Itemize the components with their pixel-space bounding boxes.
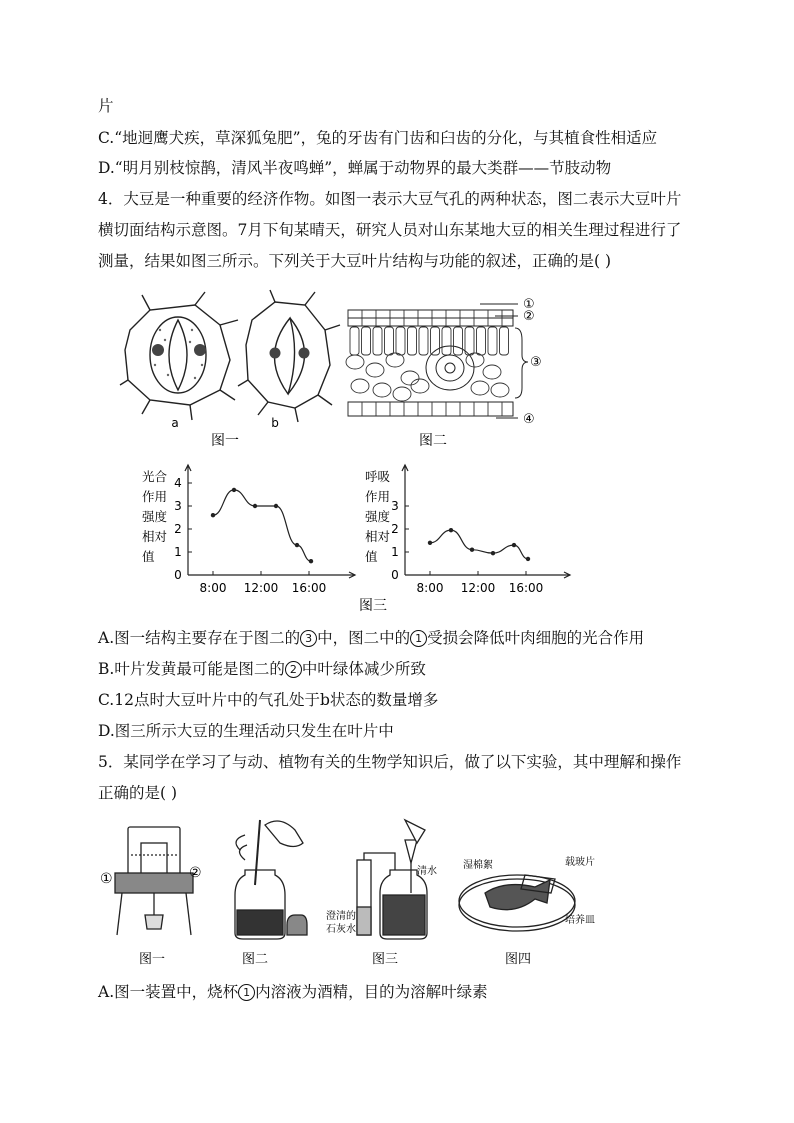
y-tick-label: 3 [174,499,182,513]
figure-experiments [95,815,615,975]
palisade-cell [500,327,509,355]
x-tick-label: 16:00 [508,581,544,595]
x-tick-label: 12:00 [243,581,279,595]
fig5-caption-1: 图一 [138,952,166,967]
data-point [211,513,215,517]
data-point [309,559,313,563]
chart1-ylabel-1: 光合 [142,469,168,484]
chart1-ylabel-3: 强度 [142,509,168,524]
fig5-caption-2: 图二 [241,952,269,967]
option-d2: D.图三所示大豆的生理活动只发生在叶片中 [98,722,394,740]
marker-1: ① [523,297,535,312]
fig5-marker-1: ① [100,871,113,887]
x-tick-label: 12:00 [460,581,496,595]
spongy-cell [393,387,411,401]
marker-2: ② [523,309,535,324]
spongy-cell [411,379,429,393]
option-b: B.叶片发黄最可能是图二的 2 中叶绿体减少所致 [98,660,426,678]
data-point [253,504,257,508]
spongy-cell [351,379,369,393]
chart2-ylabel-5: 值 [365,549,378,564]
data-point [491,551,495,555]
y-tick-label: 0 [391,568,399,582]
figure-stomata-leaf [120,290,550,449]
series-line [213,490,311,561]
petri-dish-fish [459,875,575,931]
text-line: 片 [98,97,114,115]
y-tick-label: 2 [174,522,182,536]
circled-3: 3 [300,630,317,647]
data-point [428,541,432,545]
palisade-cell [396,327,405,355]
spongy-cell [466,353,484,367]
fig5-marker-2: ② [189,865,202,881]
palisade-cell [477,327,486,355]
label-a: a [171,416,179,430]
label-shihuishui-1: 澄清的 [326,911,356,922]
data-point [526,557,530,561]
spongy-cell [471,381,489,395]
marker-4: ④ [523,412,535,427]
data-point [470,548,474,552]
chart2-ylabel-4: 相对 [365,529,391,544]
palisade-cell [350,327,359,355]
palisade-cell [362,327,371,355]
y-tick-label: 4 [174,476,182,490]
palisade-cell [454,327,463,355]
spongy-cell [483,365,501,379]
label-qingshui: 清水 [417,866,437,877]
data-point [232,488,236,492]
x-tick-label: 16:00 [291,581,327,595]
fig5-caption-3: 图三 [371,952,399,967]
spongy-cell [401,371,419,385]
option-a: A.图一结构主要存在于图二的 3 中，图二中的 1 受损会降低叶肉细胞的光合作用 [98,629,645,647]
spongy-cell [366,363,384,377]
caption-fig2: 图二 [419,433,447,449]
y-tick-label: 2 [391,522,399,536]
chart2-ylabel-3: 强度 [365,509,391,524]
label-shimianxu: 湿棉絮 [463,860,493,871]
chart1-ylabel-4: 相对 [142,529,168,544]
palisade-cell [408,327,417,355]
palisade-cell [419,327,428,355]
caption-fig3: 图三 [359,598,387,614]
water-bath-apparatus [115,827,193,935]
palisade-cell [465,327,474,355]
data-point [512,543,516,547]
data-point [295,543,299,547]
circled-1b: 1 [238,984,255,1001]
y-tick-label: 3 [391,499,399,513]
spongy-cell [373,383,391,397]
label-peiyangmin: 培养皿 [565,915,595,926]
question-4-line3: 测量，结果如图三所示。下列关于大豆叶片结构与功能的叙述，正确的是( ) [98,252,612,270]
option-c2: C.12点时大豆叶片中的气孔处于b状态的数量增多 [98,691,439,709]
photosynthesis-chart [142,465,355,595]
question-4-line1: 4．大豆是一种重要的经济作物。如图一表示大豆气孔的两种状态，图二表示大豆叶片 [98,190,682,208]
spongy-cell [491,383,509,397]
option-c: C.“地迥鹰犬疾，草深狐兔肥”，兔的牙齿有门齿和臼齿的分化，与其植食性相适应 [98,129,658,147]
palisade-cell [442,327,451,355]
palisade-cell [385,327,394,355]
respiration-chart [365,465,570,595]
circled-2: 2 [285,661,302,678]
caption-fig1: 图一 [211,433,239,449]
data-point [449,528,453,532]
lime-water-apparatus [357,820,427,939]
label-b: b [271,416,279,430]
chart1-ylabel-2: 作用 [142,489,168,504]
chart2-ylabel-1: 呼吸 [365,469,391,484]
question-5-line1: 5．某同学在学习了与动、植物有关的生物学知识后，做了以下实验，其中理解和操作 [98,753,682,771]
x-tick-label: 8:00 [199,581,227,595]
chart1-ylabel-5: 值 [142,549,155,564]
spongy-cell [346,355,364,369]
question-5-line2: 正确的是( ) [98,784,178,802]
fig5-caption-4: 图四 [504,952,532,967]
circled-1: 1 [410,630,427,647]
stoma-b-diagram [238,290,340,422]
spongy-cell [386,353,404,367]
chart2-ylabel-2: 作用 [365,489,391,504]
y-tick-label: 1 [391,545,399,559]
marker-3: ③ [530,355,542,370]
jar-stick-apparatus [235,820,307,939]
option-d: D.“明月别枝惊鹊，清风半夜鸣蝉”，蝉属于动物界的最大类群——节肢动物 [98,159,612,177]
label-shihuishui-2: 石灰水 [326,924,356,935]
data-point [274,504,278,508]
stoma-a-diagram [120,292,238,420]
y-tick-label: 1 [174,545,182,559]
palisade-cell [373,327,382,355]
palisade-cell [488,327,497,355]
x-tick-label: 8:00 [416,581,444,595]
question-4-line2: 横切面结构示意图。7月下旬某晴天，研究人员对山东某地大豆的相关生理过程进行了 [98,221,682,239]
label-zaibolipian: 载玻片 [565,857,595,868]
y-tick-label: 0 [174,568,182,582]
figure-3-charts [130,455,580,620]
question-5-option-a: A.图一装置中，烧杯 1 内溶液为酒精，目的为溶解叶绿素 [98,983,488,1001]
